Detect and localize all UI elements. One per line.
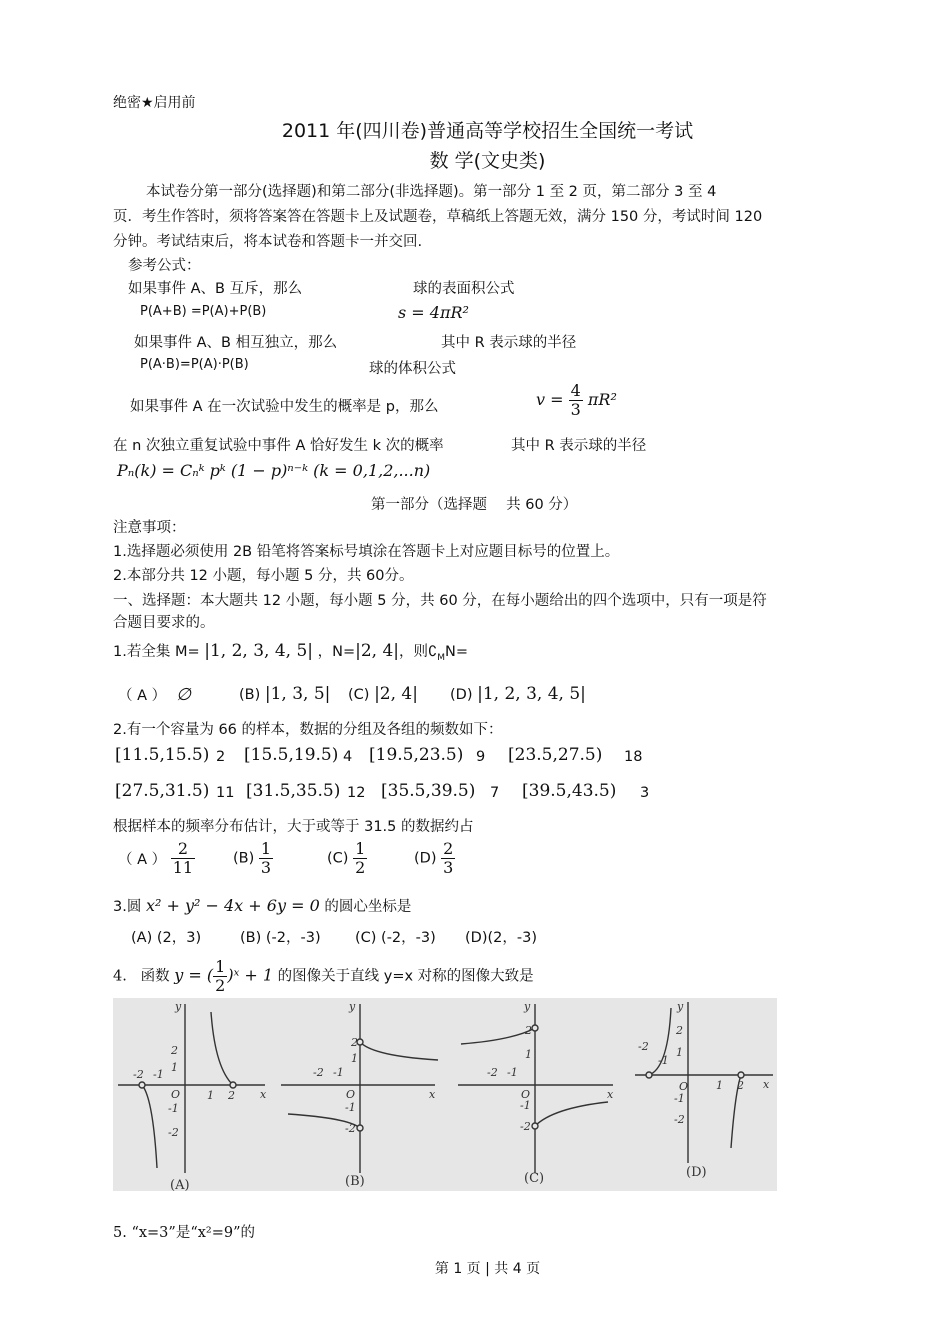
formula-heading: 参考公式：	[128, 258, 201, 274]
svg-text:-1: -1	[674, 1092, 685, 1105]
svg-text:2: 2	[525, 1024, 532, 1037]
question-1-option-a[interactable]: （ A ） ∅	[118, 685, 191, 705]
svg-text:y: y	[349, 1000, 356, 1013]
question-2-option-d[interactable]: (D) $\frac{2}{3}$	[414, 839, 454, 877]
group-interval: [31.5,35.5)	[246, 781, 341, 801]
svg-text:2: 2	[228, 1089, 235, 1102]
group-interval: [23.5,27.5)	[508, 745, 603, 765]
group-count: 3	[640, 785, 650, 801]
svg-text:O: O	[521, 1088, 531, 1101]
formula-add: P(A+B) =P(A)+P(B)	[140, 304, 267, 319]
svg-text:O: O	[679, 1080, 689, 1093]
formula-independent: 如果事件 A、B 相互独立，那么	[134, 335, 338, 351]
question-3-option-d[interactable]: (D)(2，-3)	[465, 930, 537, 946]
graph-a[interactable]	[118, 1000, 267, 1191]
svg-text:2: 2	[171, 1044, 178, 1057]
svg-text:x: x	[607, 1088, 614, 1101]
group-interval: [15.5,19.5)	[244, 745, 339, 765]
graph-d-label: (D)	[686, 1165, 707, 1180]
svg-text:y: y	[677, 1000, 684, 1013]
question-2-stem: 2.有一个容量为 66 的样本，数据的分组及各组的频数如下：	[113, 722, 503, 738]
group-interval: [19.5,23.5)	[369, 745, 464, 765]
svg-text:-1: -1	[507, 1066, 518, 1079]
svg-text:1: 1	[207, 1089, 214, 1102]
svg-text:O: O	[346, 1088, 356, 1101]
svg-text:-1: -1	[333, 1066, 344, 1079]
svg-text:x: x	[260, 1088, 267, 1101]
svg-text:-2: -2	[674, 1113, 685, 1126]
svg-text:y: y	[175, 1000, 182, 1013]
svg-text:-2: -2	[313, 1066, 324, 1079]
graph-b-label: (B)	[345, 1174, 365, 1189]
question-2-option-b[interactable]: (B) $\frac{1}{3}$	[233, 839, 272, 877]
page-subtitle: 数 学(文史类)	[429, 150, 546, 172]
intro-line-1: 本试卷分第一部分(选择题)和第二部分(非选择题)。第一部分 1 至 2 页，第二部分 3 至 4	[146, 184, 717, 200]
group-count: 12	[347, 785, 366, 801]
svg-text:-1: -1	[658, 1054, 669, 1067]
question-2-option-a[interactable]: （ A ） $\frac{2}{11}$	[118, 839, 194, 877]
notice-heading: 注意事项：	[113, 520, 186, 536]
svg-text:2: 2	[351, 1036, 358, 1049]
group-count: 2	[216, 749, 226, 765]
svg-text:-1: -1	[345, 1101, 356, 1114]
group-count: 7	[490, 785, 500, 801]
formula-sphere-area-title: 球的表面积公式	[413, 281, 515, 297]
formula-bernoulli: Pₙ(k) = Cₙᵏ pᵏ (1 − p)ⁿ⁻ᵏ (k = 0,1,2,...n)	[117, 461, 431, 480]
svg-text:-2: -2	[345, 1122, 356, 1135]
formula-bernoulli-title: 在 n 次独立重复试验中事件 A 恰好发生 k 次的概率	[113, 438, 444, 454]
graph-a-label: (A)	[170, 1178, 190, 1191]
svg-text:O: O	[171, 1088, 181, 1101]
svg-text:1: 1	[171, 1061, 178, 1074]
page-footer: 第 1 页 | 共 4 页	[434, 1261, 541, 1277]
formula-radius-note-1: 其中 R 表示球的半径	[441, 335, 577, 351]
svg-text:-1: -1	[168, 1102, 179, 1115]
group-interval: [11.5,15.5)	[115, 745, 210, 765]
question-3-option-c[interactable]: (C) (-2，-3)	[355, 930, 436, 946]
svg-text:-2: -2	[168, 1126, 179, 1139]
question-2-option-c[interactable]: (C) $\frac{1}{2}$	[327, 839, 366, 877]
question-4-graphs	[113, 998, 777, 1191]
section1-line-2: 合题目要求的。	[113, 615, 215, 631]
group-interval: [39.5,43.5)	[522, 781, 617, 801]
svg-text:1: 1	[676, 1046, 683, 1059]
formula-multiply: P(A·B)=P(A)·P(B)	[140, 357, 249, 372]
graph-b[interactable]	[281, 1000, 438, 1189]
group-interval: [27.5,31.5)	[115, 781, 210, 801]
formula-sphere-volume-title: 球的体积公式	[369, 361, 456, 377]
group-count: 9	[476, 749, 486, 765]
question-1-option-d[interactable]: (D) |1, 2, 3, 4, 5|	[450, 684, 586, 704]
group-interval: [35.5,39.5)	[381, 781, 476, 801]
question-5-stem: 5. “x=3”是“x²=9”的	[113, 1225, 256, 1241]
question-2-question: 根据样本的频率分布估计，大于或等于 31.5 的数据约占	[113, 819, 474, 835]
intro-line-2: 页．考生作答时，须将答案答在答题卡上及试题卷，草稿纸上答题无效，满分 150 分，考试时间 120	[113, 209, 763, 225]
question-3-option-b[interactable]: (B) (-2，-3)	[240, 930, 321, 946]
svg-text:2: 2	[676, 1024, 683, 1037]
question-3-stem: 3.圆 x² + y² − 4x + 6y = 0 的圆心坐标是	[113, 896, 412, 915]
group-count: 4	[343, 749, 353, 765]
graph-c[interactable]	[458, 1000, 614, 1186]
question-1-option-c[interactable]: (C) |2, 4|	[348, 684, 418, 704]
question-3-option-a[interactable]: (A) (2，3)	[131, 930, 202, 946]
svg-text:-2: -2	[520, 1120, 531, 1133]
question-1-option-b[interactable]: (B) |1, 3, 5|	[239, 684, 331, 704]
svg-text:-2: -2	[487, 1066, 498, 1079]
graph-c-label: (C)	[524, 1171, 545, 1186]
formula-sphere-volume: v = $\frac{4}{3}$ πR²	[536, 381, 617, 419]
group-count: 11	[216, 785, 235, 801]
graph-d[interactable]	[635, 1000, 773, 1180]
formula-radius-note-2: 其中 R 表示球的半径	[511, 438, 647, 454]
notice-2: 2.本部分共 12 小题，每小题 5 分，共 60分。	[113, 568, 414, 584]
svg-text:y: y	[524, 1000, 531, 1013]
question-1-stem: 1.若全集 M= |1, 2, 3, 4, 5| ，N=|2, 4|，则$∁_MN=$	[113, 641, 468, 663]
secret-label: 绝密★启用前	[113, 95, 196, 111]
svg-text:x: x	[763, 1078, 770, 1091]
formula-exclusive: 如果事件 A、B 互斥，那么	[128, 281, 303, 297]
svg-text:1: 1	[351, 1052, 358, 1065]
page-title: 2011 年(四川卷)普通高等学校招生全国统一考试	[281, 120, 694, 142]
notice-1: 1.选择题必须使用 2B 铅笔将答案标号填涂在答题卡上对应题目标号的位置上。	[113, 544, 620, 560]
svg-text:-1: -1	[520, 1099, 531, 1112]
svg-text:-1: -1	[153, 1068, 164, 1081]
svg-text:x: x	[429, 1088, 436, 1101]
group-count: 18	[624, 749, 643, 765]
svg-text:-2: -2	[133, 1068, 144, 1081]
formula-probability-p: 如果事件 A 在一次试验中发生的概率是 p，那么	[130, 399, 439, 415]
svg-text:2: 2	[737, 1079, 744, 1092]
svg-text:-2: -2	[638, 1040, 649, 1053]
formula-sphere-area: s = 4πR²	[398, 303, 469, 322]
svg-text:1: 1	[716, 1079, 723, 1092]
svg-text:1: 1	[525, 1048, 532, 1061]
intro-line-3: 分钟。考试结束后，将本试卷和答题卡一并交回.	[113, 234, 423, 250]
part1-heading: 第一部分（选择题 共 60 分）	[371, 497, 578, 513]
question-4-stem: 4. 函数 y = ( $\frac{1}{2}$ )ˣ + 1 的图像关于直线 y=x 对称的图像大致是	[113, 957, 534, 995]
section1-line-1: 一、选择题：本大题共 12 小题，每小题 5 分，共 60 分，在每小题给出的四个选项中，只有一项是符	[113, 593, 767, 609]
